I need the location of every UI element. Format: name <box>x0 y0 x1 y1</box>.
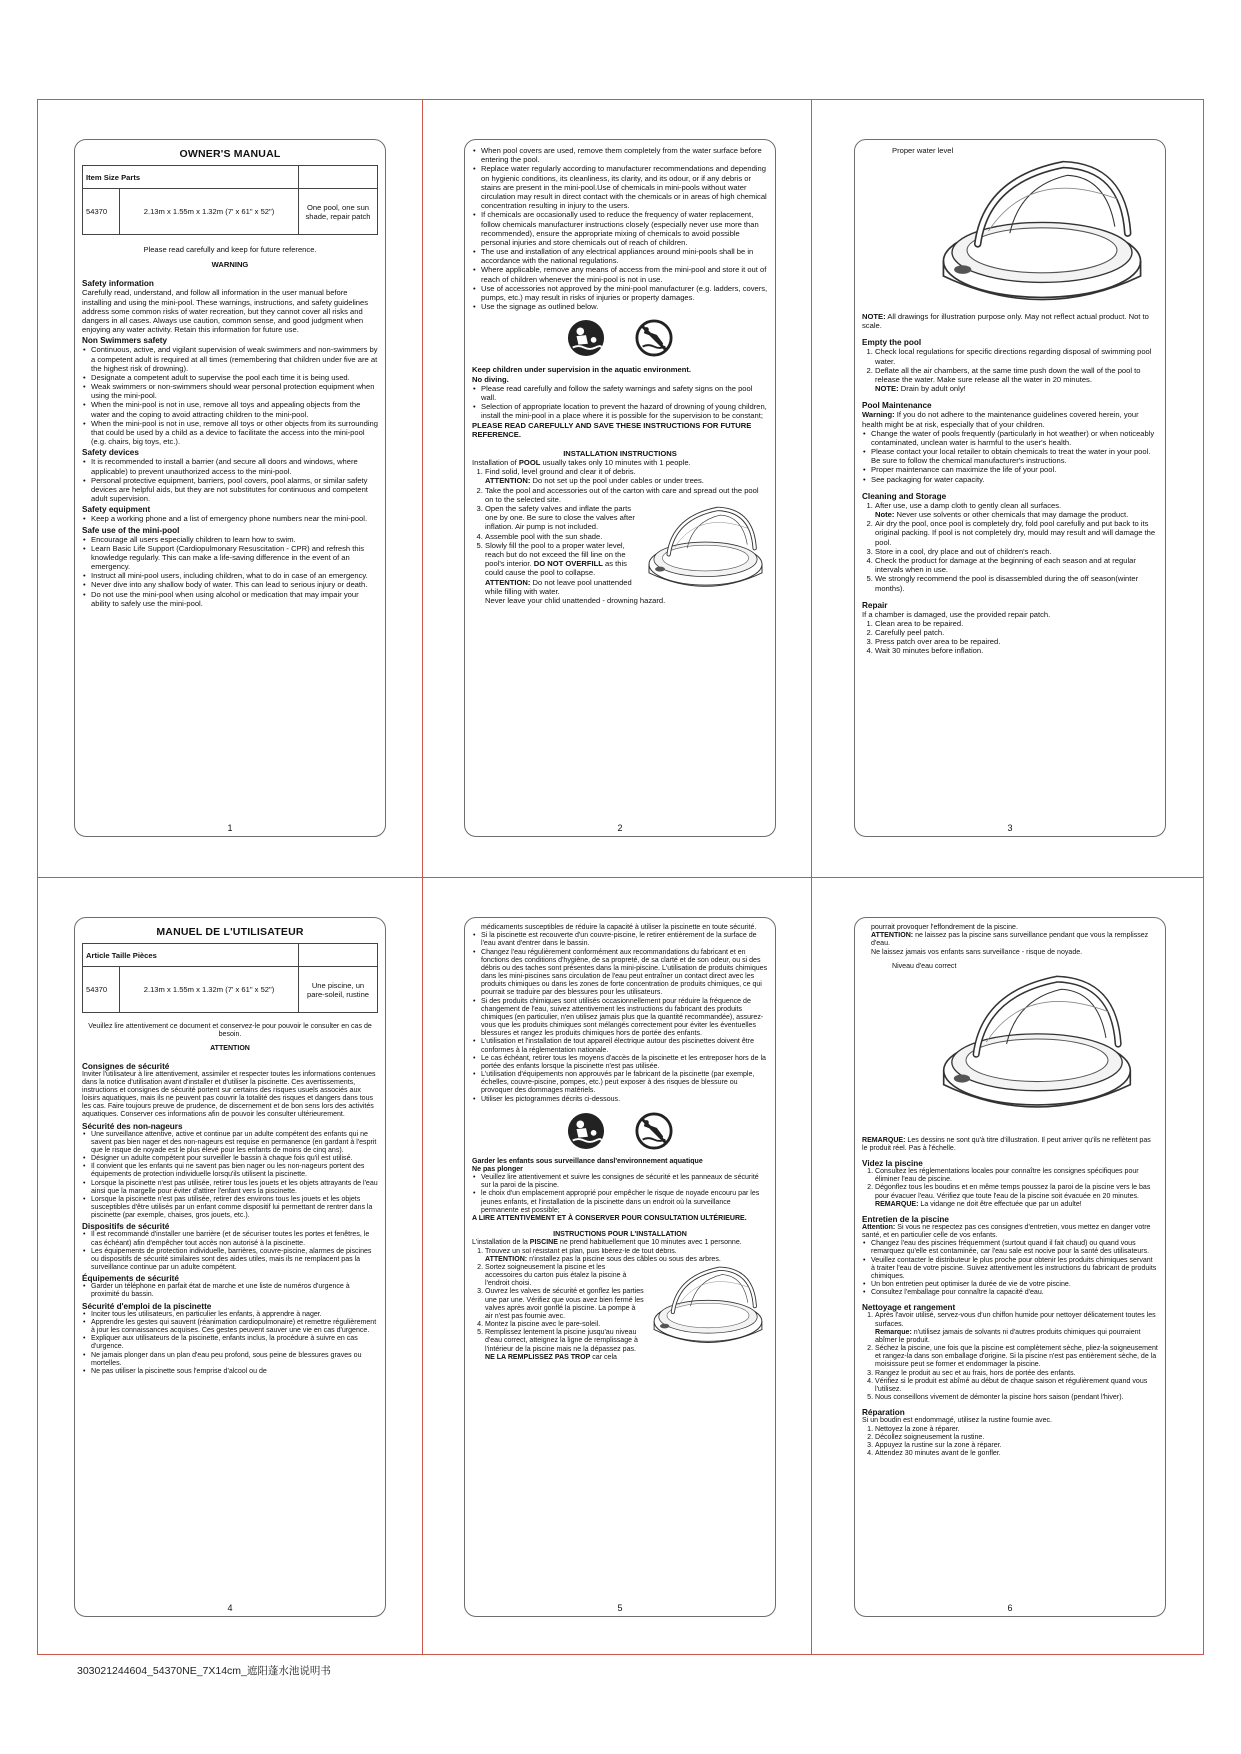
table-cell: 2.13m x 1.55m x 1.32m (7' x 61" x 52") <box>120 967 299 1013</box>
section-heading: Pool Maintenance <box>862 401 932 411</box>
list-item: • When the mini-pool is not in use, remove all toys and appealing objects from the water and the coping to avoid attracting children to the mini-pool. <box>91 400 378 418</box>
list-item: 2. Dégonflez tous les boudins et en même temps poussez la paroi de la piscine vers le bas pour évacuer l'eau. Vérifiez que toute l'eau de la piscine soit évacuée en 20 minutes. REMARQUE: La vidange ne doit être effectuée que par un adulte! <box>875 1184 1158 1209</box>
list-item: 1. Clean area to be repaired. <box>875 619 1158 628</box>
section-heading: Nettoyage et rangement <box>862 1303 956 1313</box>
page-number: 4 <box>227 1603 233 1613</box>
manual-page-3 <box>854 139 1166 837</box>
section-heading: Dispositifs de sécurité <box>82 1222 170 1232</box>
list-item: 4. Attendez 30 minutes avant de le gonfler. <box>875 1450 1158 1458</box>
list-item: 2. Carefully peel patch. <box>875 628 1158 637</box>
list-item: • Lorsque la piscinette n'est pas utilisée, retirer tous les jouets et les objets attrayants de l'eau ainsi que la margelle pour éviter d'attirer l'enfant vers la piscinette. <box>91 1180 378 1196</box>
list-item: • Selection of appropriate location to prevent the hazard of drowning of young children, install the mini-pool in a place where it is possible for the supervision to be constant; <box>481 402 768 420</box>
section-heading: Consignes de sécurité <box>82 1061 170 1071</box>
parts-table <box>82 165 378 235</box>
list-item: • Expliquer aux utilisateurs de la piscinette, enfants inclus, la procédure à suivre en cas d'urgence. <box>91 1335 378 1351</box>
supervision-sign-text: Keep children under supervision in the aquatic environment. <box>472 365 691 375</box>
list-item: • Si la piscinette est recouverte d'un couvre-piscine, le retirer entièrement de la surface de l'eau avant d'entrer dans le bassin. <box>481 932 768 948</box>
section-heading: INSTALLATION INSTRUCTIONS <box>563 448 677 458</box>
list-item: 1. Après l'avoir utilisé, servez-vous d'un chiffon humide pour nettoyer délicatement toutes les surfaces. Remarque: n'utilisez jamais de solvants ni d'autres produits chimiques qui pourraient abîmer le produit. <box>875 1312 1158 1345</box>
list-item: 4. Assemble pool with the sun shade. <box>485 532 768 541</box>
table-cell: One pool, one sun shade, repair patch <box>299 189 378 235</box>
note: NOTE: All drawings for illustration purpose only. May not reflect actual product. Not to scale. <box>862 312 1149 331</box>
table-header: Item <box>86 172 102 182</box>
list-item: • Replace water regularly according to manufacturer recommendations and depending on hygienic conditions, its cleanliness, its clarity, and its odour, or if any debris or stains are present in the mini-pool.Use of chemicals in mini-pools without water circulation may result in direct contact with the chemicals or in areas of high chemical concentration resulting in injury to the users. <box>481 164 768 210</box>
section-heading: Sécurité d'emploi de la piscinette <box>82 1301 212 1311</box>
paragraph: médicaments susceptibles de réduire la capacité à utiliser la piscinette en toute sécurité. <box>481 924 757 931</box>
section-heading: Safe use of the mini-pool <box>82 525 180 535</box>
list-item: 4. Montez la piscine avec le pare-soleil. <box>485 1321 768 1329</box>
intro-text: Please read carefully and keep for future reference. <box>143 245 317 254</box>
list-item: • Apprendre les gestes qui sauvent (réanimation cardiopulmonaire) et remettre régulièrement à jour les connaissances acquises. Ces gestes peuvent sauver une vie en cas d'urgence. <box>91 1319 378 1335</box>
list-item: • Il est recommandé d'installer une barrière (et de sécuriser toutes les portes et fenêtres, le cas échéant) afin d'empêcher tout accès non autorisé à la piscinette. <box>91 1231 378 1247</box>
list-item: 2. Sortez soigneusement la piscine et les accessoires du carton puis étalez la piscine à l'endroit choisi. <box>485 1264 768 1289</box>
save-instructions-text: A LIRE ATTENTIVEMENT ET À CONSERVER POUR CONSULTATION ULTÉRIEURE. <box>472 1214 747 1222</box>
list-item: 3. Press patch over area to be repaired. <box>875 637 1158 646</box>
cut-line <box>38 877 1203 878</box>
manual-page-5 <box>464 917 776 1617</box>
list-item: • Use the signage as outlined below. <box>481 302 768 311</box>
list-item: 4. Check the product for damage at the beginning of each season and at regular intervals when in use. <box>875 556 1158 574</box>
table-header: Article <box>86 950 110 960</box>
warning-heading: ATTENTION <box>210 1045 250 1053</box>
list-item: 5. We strongly recommend the pool is disassembled during the off season(winter months). <box>875 574 1158 592</box>
list-item: • When the mini-pool is not in use, remove all toys or other objects from its surrounding that could be used by a child as a device to facilitate the access into the mini-pool (e.g. chairs, big toys, etc.). <box>91 419 378 447</box>
list-item: 1. After use, use a damp cloth to gently clean all surfaces. Note: Never use solvents or other chemicals that may damage the product. <box>875 501 1158 519</box>
save-instructions-text: PLEASE READ CAREFULLY AND SAVE THESE INSTRUCTIONS FOR FUTURE REFERENCE. <box>472 420 752 439</box>
manual-page-2 <box>464 139 776 837</box>
list-item: 3. Rangez le produit au sec et au frais, hors de portée des enfants. <box>875 1370 1158 1378</box>
list-item: • Keep a working phone and a list of emergency phone numbers near the mini-pool. <box>91 514 378 523</box>
list-item: 4. Wait 30 minutes before inflation. <box>875 646 1158 655</box>
pool-illustration <box>932 971 1142 1113</box>
list-item: • Veuillez contacter le distributeur le plus proche pour obtenir les produits chimiques servant à traiter l'eau de votre piscine. Suivez attentivement les instructions du fabricant de produits chimiques. <box>871 1257 1158 1282</box>
table-header: Parts <box>121 172 141 182</box>
paragraph: Carefully read, understand, and follow all information in the user manual before installing and using the mini-pool. These warnings, instructions, and safety guidelines address some common risks of water recreation, but they cannot cover all risks and dangers in all cases. Always use caution, common sense, and good judgment when enjoying any water activity. Retain this information for future use. <box>82 288 369 335</box>
list-item: 5. Nous conseillons vivement de démonter la piscine hors saison (pendant l'hiver). <box>875 1394 1158 1402</box>
list-item: • Si des produits chimiques sont utilisés occasionnellement pour réduire la fréquence de changement de l'eau, suivez attentivement les instructions du fabricant des produits chimiques (en particulier, n'en utilisez jamais plus que la quantité recommandée), assurez-vous que les produits chimiques sont mélangés correctement pour éviter les éventuelles blessures et rangez les produits chimiques hors de portée des enfants. <box>481 998 768 1039</box>
list-item: • Veuillez lire attentivement et suivre les consignes de sécurité et les panneaux de sécurité sur la paroi de la piscine. <box>481 1174 768 1190</box>
list-item: 1. Trouvez un sol résistant et plan, puis libérez-le de tout débris. ATTENTION: n'installez pas la piscine sous des câbles ou sous des arbres. <box>485 1248 768 1264</box>
list-item: • Designate a competent adult to supervise the pool each time it is being used. <box>91 373 378 382</box>
section-heading: Safety information <box>82 279 154 289</box>
list-item: 1. Find solid, level ground and clear it of debris. ATTENTION: Do not set up the pool under cables or under trees. <box>485 467 768 485</box>
section-heading: Réparation <box>862 1408 905 1418</box>
water-level-label: Proper water level <box>892 146 954 155</box>
section-heading: Sécurité des non-nageurs <box>82 1121 183 1131</box>
footer-code: 303021244604_54370NE_7X14cm_遮阳蓬水池说明书 <box>77 1665 331 1677</box>
list-item: • Lorsque la piscinette n'est pas utilisée, retirer des environs tous les jouets et les objets susceptibles d'être utilisés par un enfant comme dispositif lui permettant de rentrer dans la piscinette (par exemple, chaises, gros jouets, etc.). <box>91 1196 378 1221</box>
intro-text: Veuillez lire attentivement ce document et conservez-le pour pouvoir le consulter en cas de besoin. <box>88 1023 372 1039</box>
list-item: 5. Slowly fill the pool to a proper water level, reach but do not exceed the fill line on the pool's interior. DO NOT OVERFILL as this could cause the pool to collapse. ATTENTION: Do not leave pool unattended while filling with water. Never leave your chlid unattended - drowning hazard. <box>485 541 768 605</box>
paragraph: Inviter l'utilisateur à lire attentivement, assimiler et respecter toutes les informations contenues dans la notice d'utilisation avant d'installer et d'utiliser la piscinette. Ces avertissements, instructions et consignes de sécurité portent sur certains des risques usuels associés aux loisirs aquatiques, mais ils ne peuvent pas couvrir la totalité des risques et dangers dans tous les cas. Faire toujours preuve de prudence, de discernement et de bon sens lors des activités aquatiques. Conserver ces informations afin de pouvoir les consulter ultérieurement. <box>82 1070 376 1119</box>
list-item: • Inciter tous les utilisateurs, en particulier les enfants, à apprendre à nager. <box>91 1311 378 1319</box>
lifeguard-supervision-icon <box>567 1112 605 1150</box>
list-item: 1. Consultez les réglementations locales pour connaître les consignes spécifiques pour éliminer l'eau de piscine. <box>875 1168 1158 1184</box>
pool-illustration <box>648 1264 768 1346</box>
section-heading: Safety devices <box>82 448 139 458</box>
list-item: • Change the water of pools frequently (particularly in hot weather) or when noticeably contaminated, unclean water is harmful to the user's health. <box>871 429 1158 447</box>
list-item: • Garder un téléphone en parfait état de marche et une liste de numéros d'urgence à proximité du bassin. <box>91 1283 378 1299</box>
list-item: • Il convient que les enfants qui ne savent pas bien nager ou les non-nageurs portent des équipements de protection individuelle lorsqu'ils utilisent la piscinette. <box>91 1163 378 1179</box>
paragraph: If a chamber is damaged, use the provided repair patch. <box>862 609 1051 619</box>
parts-table <box>82 943 378 1013</box>
list-item: • The use and installation of any electrical appliances around mini-pools shall be in accordance with the national regulations. <box>481 247 768 265</box>
pool-illustration <box>643 504 768 590</box>
list-item: 3. Ouvrez les valves de sécurité et gonflez les parties une par une. Vérifiez que vous avez bien fermé les valves après avoir gonflé la piscine. La pompe à air n'est pas fournie avec. <box>485 1288 768 1321</box>
list-item: 3. Store in a cool, dry place and out of children's reach. <box>875 547 1158 556</box>
paragraph: L'installation de la PISCINE ne prend habituellement que 10 minutes avec 1 personne. <box>472 1239 742 1247</box>
supervision-sign-text: Garder les enfants sous surveillance dansl'environnement aquatique <box>472 1157 703 1165</box>
list-item: • Continuous, active, and vigilant supervision of weak swimmers and non-swimmers by a competent adult is required at all times (remembering that children under five are at the highest risk of drowning). <box>91 345 378 373</box>
table-cell: Une piscine, un pare-soleil, rustine <box>299 967 378 1013</box>
list-item: • L'utilisation d'équipements non approuvés par le fabricant de la piscinette (par exemple, échelles, couvre-piscine, pompes, etc.) peut exposer à des risques de blessure ou provoquer des dommages matériels. <box>481 1071 768 1096</box>
list-item: • Personal protective equipment, barriers, pool covers, pool alarms, or similar safety devices are helpful aids, but they are not substitutes for continuous and competent adult supervision. <box>91 476 378 504</box>
paragraph: pourrait provoquer l'effondrement de la piscine. <box>871 924 1018 931</box>
list-item: • Changez l'eau régulièrement conformément aux recommandations du fabricant et en fonctions des conditions d'hygiène, de sa propreté, de sa clarté et de son odeur, ou si des débris ou des taches sont présentes dans la mini-piscine. L'utilisation de produits chimiques dans les mini-piscines sans circulation de l'eau peut entraîner un contact direct avec les produits chimiques ou dans les zones de forte concentration de produits chimiques, ce qui pourrait se traduire par des blessures pour les utilisateurs. <box>481 949 768 998</box>
no-diving-icon <box>635 319 673 357</box>
list-item: • Une surveillance attentive, active et continue par un adulte compétent des enfants qui ne savent pas bien nager et des non-nageurs est requise en permanence (en gardant à l'esprit que le risque de noyade est le plus élevé pour les enfants de moins de cinq ans). <box>91 1131 378 1156</box>
list-item: • Les équipements de protection individuelle, barrières, couvre-piscine, alarmes de piscines ou dispositifs de sécurité similaires sont des aides utiles, mais ils ne remplacent pas la surveillance continue par un adulte compétent. <box>91 1248 378 1273</box>
warning-heading: WARNING <box>211 260 249 270</box>
table-cell: 54370 <box>83 967 120 1013</box>
list-item: • Instruct all mini-pool users, including children, what to do in case of an emergency. <box>91 571 378 580</box>
list-item: 2. Air dry the pool, once pool is completely dry, fold pool carefully and put back to its original packing. If pool is not completely dry, mould may result and will damage the pool. <box>875 519 1158 547</box>
water-level-label: Niveau d'eau correct <box>892 962 957 970</box>
paragraph: Installation of POOL usually takes only 10 minutes with 1 people. <box>472 458 691 468</box>
page-number: 2 <box>617 823 623 833</box>
no-diving-text: Ne pas plonger <box>472 1165 523 1173</box>
list-item: • It is recommended to install a barrier (and secure all doors and windows, where applicable) to prevent unauthorized access to the mini-pool. <box>91 457 378 475</box>
page-title: OWNER'S MANUAL <box>179 148 281 160</box>
list-item: • Do not use the mini-pool when using alcohol or medication that may impair your ability to safely use the mini-pool. <box>91 590 378 608</box>
list-item: • When pool covers are used, remove them completely from the water surface before entering the pool. <box>481 146 768 164</box>
pool-illustration <box>932 156 1152 306</box>
page-title: MANUEL DE L'UTILISATEUR <box>156 926 304 938</box>
table-cell: 54370 <box>83 189 120 235</box>
no-diving-text: No diving. <box>472 374 509 384</box>
list-item: 4. Vérifiez si le produit est abîmé au début de chaque saison et régulièrement quand vous l'utilisez. <box>875 1378 1158 1394</box>
list-item: 2. Décollez soigneusement la rustine. <box>875 1434 1158 1442</box>
list-item: • Un bon entretien peut optimiser la durée de vie de votre piscine. <box>871 1281 1158 1289</box>
list-item: • Where applicable, remove any means of access from the mini-pool and store it out of reach of children whenever the mini-pool is not in use. <box>481 265 768 283</box>
section-heading: INSTRUCTIONS POUR L'INSTALLATION <box>553 1231 687 1239</box>
list-item: • See packaging for water capacity. <box>871 475 1158 484</box>
list-item: 5. Remplissez lentement la piscine jusqu'au niveau d'eau correct, atteignez la ligne de remplissage à l'intérieur de la piscine mais ne la dépassez pas. NE LA REMPLISSEZ PAS TROP car cela <box>485 1329 768 1362</box>
list-item: 3. Open the safety valves and inflate the parts one by one. Be sure to close the valves after inflation. Air pump is not included. <box>485 504 768 532</box>
list-item: • Encourage all users especially children to learn how to swim. <box>91 535 378 544</box>
list-item: 2. Deflate all the air chambers, at the same time push down the wall of the pool to release the water. Make sure release all the water in 20 minutes. NOTE: Drain by adult only! <box>875 366 1158 394</box>
list-item: • Please contact your local retailer to obtain chemicals to treat the water in your pool. Be sure to follow the chemical manufacturer's instructions. <box>871 447 1158 465</box>
no-diving-icon <box>635 1112 673 1150</box>
section-heading: Repair <box>862 600 888 610</box>
table-cell: 2.13m x 1.55m x 1.32m (7' x 61" x 52") <box>120 189 299 235</box>
paragraph: ATTENTION: ne laissez pas la piscine sans surveillance pendant que vous la remplissez d'eau. <box>871 932 1149 948</box>
list-item: • Please read carefully and follow the safety warnings and safety signs on the pool wall. <box>481 384 768 402</box>
list-item: 1. Check local regulations for specific directions regarding disposal of swimming pool water. <box>875 347 1158 365</box>
list-item: 2. Take the pool and accessories out of the carton with care and spread out the pool on to the selected site. <box>485 486 768 504</box>
manual-page-1 <box>74 139 386 837</box>
section-heading: Safety equipment <box>82 505 151 515</box>
manual-page-4 <box>74 917 386 1617</box>
page-number: 3 <box>1007 823 1013 833</box>
list-item: • le choix d'un emplacement approprié pour empêcher le risque de noyade encouru par les jeunes enfants, et l'installation de la piscinette dans un endroit où la surveillance permanente est possible; <box>481 1190 768 1215</box>
list-item: • Changez l'eau des piscines fréquemment (surtout quand il fait chaud) ou quand vous remarquez qu'elle est contaminée, car l'eau sale est nocive pour la santé des utilisateurs. <box>871 1240 1158 1256</box>
list-item: • If chemicals are occasionally used to reduce the frequency of water replacement, follow chemicals manufacturer instructions closely (especially never use more than recommended), ensure the appropriate mixing of chemicals to avoid possible personal injuries and store chemicals out of reach of children. <box>481 210 768 247</box>
table-header: Size <box>103 172 119 182</box>
paragraph: Ne laissez jamais vos enfants sans surveillance - risque de noyade. <box>871 948 1083 956</box>
section-heading: Non Swimmers safety <box>82 336 168 346</box>
list-item: • L'utilisation et l'installation de tout appareil électrique autour des piscinettes doivent être conformes à la réglementation nationale. <box>481 1038 768 1054</box>
section-heading: Cleaning and Storage <box>862 491 947 501</box>
list-item: 2. Séchez la piscine, une fois que la piscine est complètement sèche, pliez-la soigneusement et rangez-la dans son emballage d'origine. Si la piscine n'est pas entièrement sèche, de la moisissure peut se former et endommager la piscine. <box>875 1345 1158 1370</box>
page-number: 1 <box>227 823 233 833</box>
note: REMARQUE: Les dessins ne sont qu'à titre d'illustration. Il peut arriver qu'ils ne reflètent pas le produit réel. Pas à l'échelle. <box>862 1136 1151 1152</box>
list-item: 1. Nettoyez la zone à réparer. <box>875 1426 1158 1434</box>
list-item: 3. Appuyez la rustine sur la zone à réparer. <box>875 1442 1158 1450</box>
list-item: • Never dive into any shallow body of water. This can lead to serious injury or death. <box>91 580 378 589</box>
section-heading: Équipements de sécurité <box>82 1274 179 1284</box>
lifeguard-supervision-icon <box>567 319 605 357</box>
section-heading: Empty the pool <box>862 338 922 348</box>
table-header: Taille <box>111 950 131 960</box>
paragraph: Si un boudin est endommagé, utilisez la rustine fournie avec. <box>862 1417 1052 1425</box>
list-item: • Utiliser les pictogrammes décrits ci-dessous. <box>481 1096 768 1104</box>
list-item: • Learn Basic Life Support (Cardiopulmonary Resuscitation - CPR) and refresh this knowledge regularly. This can make a life-saving difference in the event of an emergency. <box>91 544 378 572</box>
list-item: • Use of accessories not approved by the mini-pool manufacturer (e.g. ladders, covers, pumps, etc.) may result in risks of injuries or property damages. <box>481 284 768 302</box>
list-item: • Weak swimmers or non-swimmers should wear personal protection equipment when using the mini-pool. <box>91 382 378 400</box>
section-heading: Videz la piscine <box>862 1159 923 1169</box>
paragraph: Warning: If you do not adhere to the maintenance guidelines covered herein, your health might be at risk, especially that of your children. <box>862 410 1139 429</box>
page-number: 5 <box>617 1603 623 1613</box>
list-item: • Le cas échéant, retirer tous les moyens d'accès de la piscinette et les entreposer hors de la portée des enfants lorsque la piscinette n'est pas utilisée. <box>481 1055 768 1071</box>
list-item: • Consultez l'emballage pour connaître la capacité d'eau. <box>871 1289 1158 1297</box>
list-item: • Désigner un adulte compétent pour surveiller le bassin à chaque fois qu'il est utilisé. <box>91 1155 378 1163</box>
section-heading: Entretien de la piscine <box>862 1214 949 1224</box>
manual-page-6 <box>854 917 1166 1617</box>
paragraph: Attention: Si vous ne respectez pas ces consignes d'entretien, vous mettez en danger votre santé, et en particulier celle de vos enfants. <box>862 1223 1151 1240</box>
page-number: 6 <box>1007 1603 1013 1613</box>
list-item: • Ne jamais plonger dans un plan d'eau peu profond, sous peine de blessures graves ou mortelles. <box>91 1352 378 1368</box>
table-header: Pièces <box>132 950 157 960</box>
list-item: • Proper maintenance can maximize the life of your pool. <box>871 465 1158 474</box>
list-item: • Ne pas utiliser la piscinette sous l'emprise d'alcool ou de <box>91 1368 378 1376</box>
